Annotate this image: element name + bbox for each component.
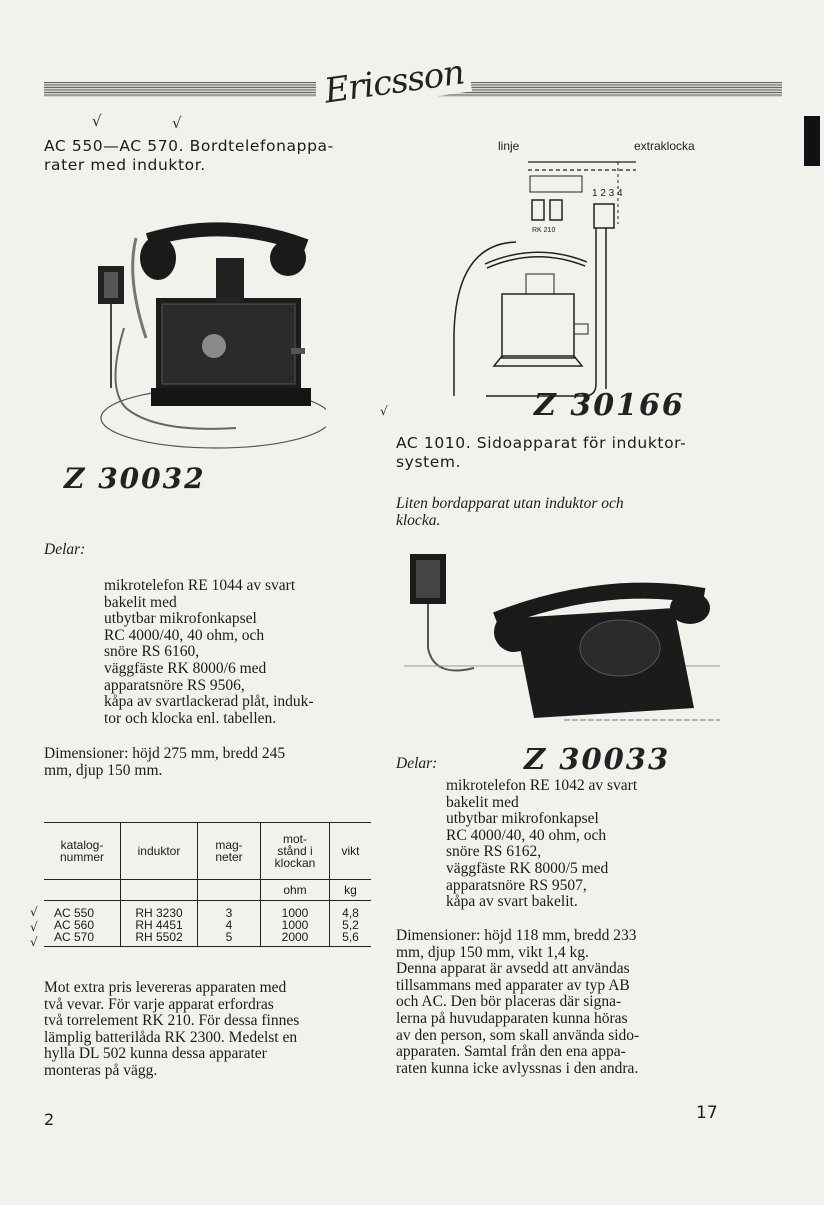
parts-list (446, 778, 637, 911)
footer-line: lämplig batterilåda RK 2300. Medelst en (44, 1028, 298, 1046)
parts-line: kåpa av svartlackerad plåt, induk- (104, 693, 314, 711)
description-line: lerna på huvudapparaten kunna höras (396, 1009, 628, 1027)
table-cell: 2000 (261, 931, 330, 947)
header-rule-left (44, 82, 316, 97)
table-header: mot- stånd i klockan (261, 823, 330, 880)
parts-line: utbytbar mikrofonkapsel (104, 610, 257, 628)
check-mark: √ (172, 114, 182, 132)
subtitle-line: klocka. (396, 511, 441, 529)
table-cell: 3 (198, 901, 261, 920)
parts-label (396, 756, 437, 773)
description-line: raten kunna icke avlyssnas i den andra. (396, 1059, 639, 1077)
desk-telephone-illustration (96, 218, 326, 458)
table-cell: 1000 (261, 901, 330, 920)
product-title (44, 137, 334, 175)
parts-line: mikrotelefon RE 1042 av svart (446, 777, 638, 794)
page-number-left: 2 (44, 1110, 55, 1129)
product-title (396, 434, 686, 472)
parts-line: väggfäste RK 8000/5 med (446, 859, 609, 877)
description-line: apparaten. Samtal från den ena appa- (396, 1043, 626, 1061)
footer-line: Mot extra pris levereras apparaten med (44, 979, 287, 996)
check-mark: √ (30, 935, 38, 949)
dimensions-line: Dimensioner: höjd 275 mm, bredd 245 (44, 745, 286, 762)
table-cell: 5,6 (330, 931, 372, 947)
parts-list (104, 578, 314, 727)
parts-line: RC 4000/40, 40 ohm, och (104, 626, 265, 644)
footer-note (44, 980, 299, 1080)
check-mark: √ (380, 404, 388, 418)
parts-line: utbytbar mikrofonkapsel (446, 810, 599, 828)
description-line: Denna apparat är avsedd att användas (396, 960, 630, 978)
table-unit: ohm (261, 880, 330, 901)
product-title-line: system. (396, 453, 462, 471)
product-title-line: AC 550—AC 570. Bordtelefonappa- (44, 137, 334, 155)
table-cell: RH 3230 (121, 901, 198, 920)
table-header: katalog- nummer (44, 823, 121, 880)
parts-line: snöre RS 6160, (104, 643, 200, 661)
side-telephone-illustration (404, 548, 720, 738)
parts-line: RC 4000/40, 40 ohm, och (446, 826, 607, 844)
table-unit (198, 880, 261, 901)
check-mark: √ (30, 920, 38, 934)
product-title-line: rater med induktor. (44, 156, 206, 174)
description-line: och AC. Den bör placeras där signa- (396, 993, 622, 1011)
dimensions-line: mm, djup 150 mm. (44, 761, 163, 779)
catalog-number: Z 30033 (524, 742, 671, 776)
table-cell: 1000 (261, 919, 330, 931)
subtitle-line: Liten bordapparat utan induktor och (396, 495, 624, 512)
parts-line: väggfäste RK 8000/6 med (104, 659, 267, 677)
table-header: mag- neter (198, 823, 261, 880)
footer-line: två vevar. För varje apparat erfordras (44, 995, 274, 1013)
table-cell: AC 550 (44, 901, 121, 920)
diagram-label-extraklocka: extraklocka (634, 139, 695, 153)
edge-tab (804, 116, 820, 166)
catalog-number: Z 30032 (64, 462, 206, 495)
footer-line: två torrelement RK 210. För dessa finnes (44, 1012, 300, 1030)
table-unit (44, 880, 121, 901)
description-line: av den person, som skall använda sido- (396, 1026, 640, 1044)
parts-line: tor och klocka enl. tabellen. (104, 709, 277, 727)
parts-line: kåpa av svart bakelit. (446, 893, 578, 911)
parts-label-text: Delar: (396, 755, 438, 772)
table-header: vikt (330, 823, 372, 880)
table-cell: AC 560 (44, 919, 121, 931)
table-row (44, 901, 371, 920)
table-cell: 5 (198, 931, 261, 947)
parts-line: apparatsnöre RS 9506, (104, 676, 245, 694)
footer-line: hylla DL 502 kunna dessa apparater (44, 1045, 267, 1063)
table-header: induktor (121, 823, 198, 880)
table-cell: AC 570 (44, 931, 121, 947)
parts-line: bakelit med (104, 593, 177, 611)
parts-label-text: Delar: (44, 541, 86, 558)
page-number-right: 17 (696, 1103, 718, 1123)
parts-line: apparatsnöre RS 9507, (446, 876, 587, 894)
table-cell: RH 5502 (121, 931, 198, 947)
description-line: mm, djup 150 mm, vikt 1,4 kg. (396, 943, 589, 961)
parts-line: bakelit med (446, 793, 519, 811)
description-line: Dimensioner: höjd 118 mm, bredd 233 (396, 927, 637, 944)
table-cell: RH 4451 (121, 919, 198, 931)
wiring-diagram (446, 134, 746, 404)
table-cell: 4 (198, 919, 261, 931)
description (396, 928, 639, 1077)
dimensions (44, 746, 285, 779)
check-mark: √ (30, 905, 38, 919)
table-unit: kg (330, 880, 372, 901)
table-unit (121, 880, 198, 901)
diagram-terminals: 1 2 3 4 (592, 188, 623, 199)
parts-label (44, 542, 85, 559)
catalog-number: Z 30166 (534, 388, 685, 423)
table-row (44, 931, 371, 947)
diagram-label-linje: linje (498, 139, 520, 153)
product-title-line: AC 1010. Sidoapparat för induktor- (396, 434, 687, 452)
table-cell: 5,2 (342, 918, 359, 932)
table-cell: 4,8 (342, 906, 359, 920)
description-line: tillsammans med apparater av typ AB (396, 976, 630, 994)
brand-logo: Ericsson (316, 52, 472, 113)
diagram-rk-label: RK 210 (532, 227, 556, 234)
parts-line: mikrotelefon RE 1044 av svart (104, 577, 296, 594)
parts-line: snöre RS 6162, (446, 843, 542, 861)
product-subtitle (396, 496, 624, 529)
footer-line: monteras på vägg. (44, 1061, 158, 1079)
spec-table (44, 822, 371, 947)
check-mark: √ (92, 112, 102, 130)
header-rule-right (438, 82, 782, 97)
